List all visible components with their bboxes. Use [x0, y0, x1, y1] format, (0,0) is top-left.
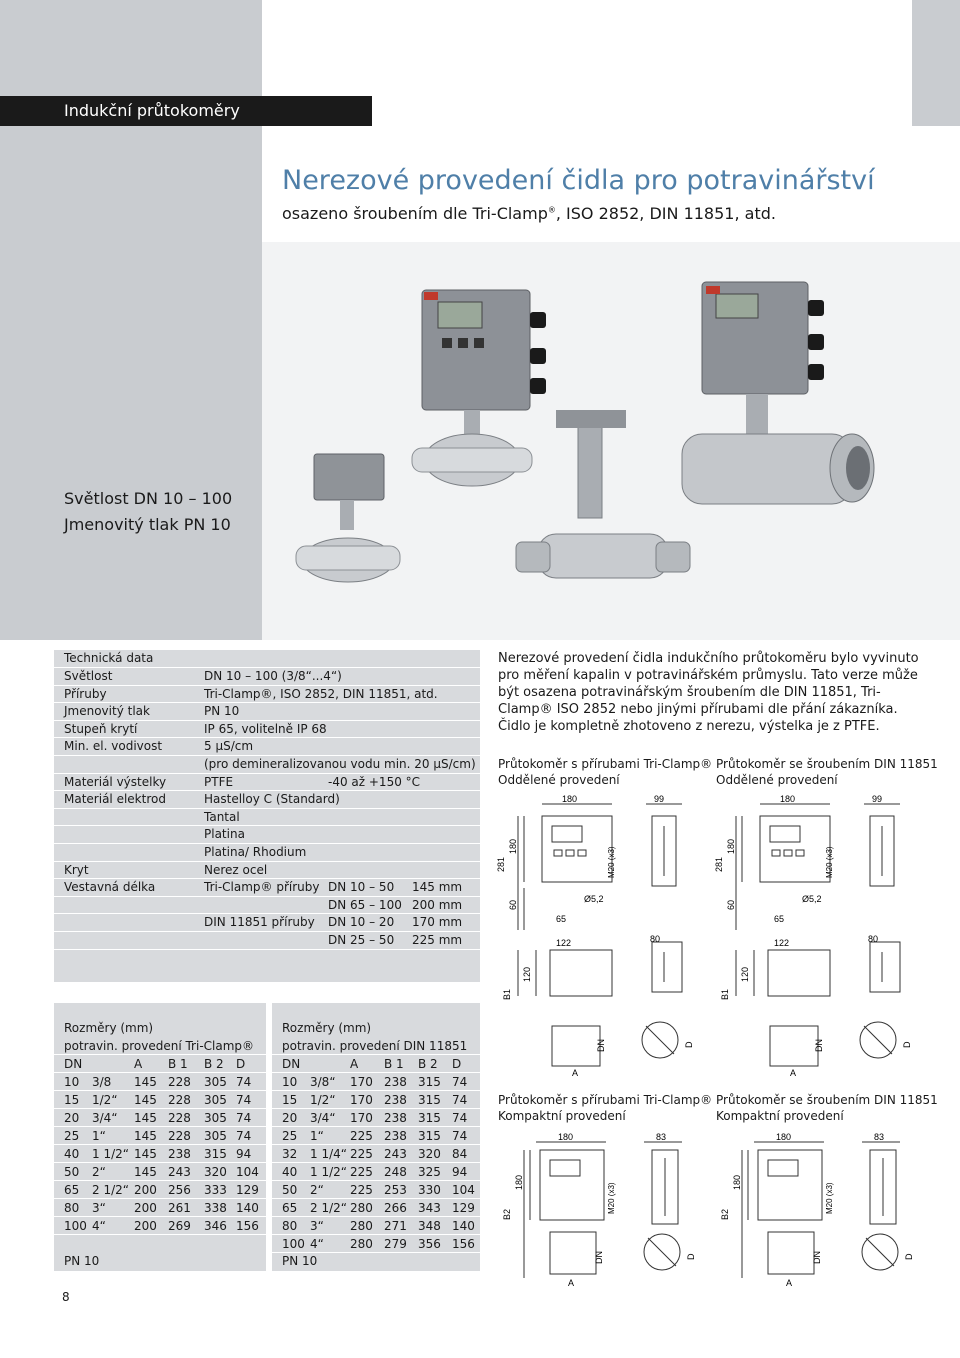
dims-cell: 305	[204, 1111, 227, 1125]
drawing-triclamp-separate	[496, 790, 708, 1086]
spec-value: PN 10	[204, 704, 240, 719]
spec-row	[54, 756, 480, 773]
dims-cell: 4“	[92, 1219, 106, 1233]
dims-cell: 145	[134, 1075, 157, 1089]
dims-title	[272, 1019, 480, 1037]
dims-cell: 65	[282, 1201, 298, 1215]
dim-d: D	[904, 1253, 914, 1260]
dims-row	[272, 1235, 480, 1253]
spec-range: DN 10 – 50	[328, 880, 395, 895]
dim-a: A	[572, 1068, 579, 1078]
dim-83: 83	[874, 1132, 885, 1142]
caption-din-separate: Průtokoměr se šroubením DIN 11851	[716, 757, 938, 771]
page-subtitle: osazeno šroubením dle Tri-Clamp®, ISO 2852, DIN 11851, atd.	[282, 204, 776, 223]
dims-row	[272, 1091, 480, 1109]
dims-cell: 170	[350, 1093, 373, 1107]
side-nominal-pressure: Jmenovitý tlak PN 10	[64, 515, 231, 534]
dims-cell: 228	[168, 1093, 191, 1107]
spec-label: Materiál výstelky	[64, 774, 167, 789]
spec-row	[54, 809, 480, 826]
dims-cell: 156	[452, 1237, 475, 1251]
dim-d: D	[902, 1041, 912, 1048]
spec-value: PTFE	[204, 774, 234, 789]
dims-header-cell: D	[236, 1057, 246, 1071]
dims-cell: 356	[418, 1237, 441, 1251]
dims-cell: 20	[282, 1111, 298, 1125]
dim-dn: DN	[596, 1039, 606, 1052]
dims-cell: 200	[134, 1201, 157, 1215]
spec-label: Stupeň krytí	[64, 721, 138, 736]
dims-cell: 1 1/2“	[310, 1165, 347, 1179]
spec-row	[54, 862, 480, 879]
dims-row	[272, 1163, 480, 1181]
dims-cell: 200	[134, 1183, 157, 1197]
dims-row	[54, 1163, 266, 1181]
dim-80: 80	[650, 934, 661, 944]
dims-row	[54, 1181, 266, 1199]
dims-cell: 74	[452, 1111, 468, 1125]
dim-b1: B1	[502, 988, 512, 1000]
dims-row	[272, 1127, 480, 1145]
dim-99: 99	[872, 794, 883, 804]
spec-row	[54, 826, 480, 843]
dims-cell: 248	[384, 1165, 407, 1179]
spec-value: Platina	[204, 827, 245, 842]
dims-header-cell: B 2	[204, 1057, 224, 1071]
dims-cell: 3“	[92, 1201, 106, 1215]
dim-d: D	[686, 1253, 696, 1260]
dim-m20: M20 (x3)	[825, 1182, 834, 1214]
dims-header-cell: A	[134, 1057, 143, 1071]
dims-cell: 94	[236, 1147, 252, 1161]
dims-cell: 228	[168, 1075, 191, 1089]
dim-180: 180	[780, 794, 796, 804]
spec-divider	[54, 949, 480, 950]
caption-triclamp-compact: Průtokoměr s přírubami Tri-Clamp®	[498, 1093, 713, 1107]
dims-cell: 80	[64, 1201, 80, 1215]
spec-value: Hastelloy C (Standard)	[204, 792, 340, 807]
spec-label: Světlost	[64, 669, 113, 683]
spec-label: Kryt	[64, 862, 89, 877]
dims-cell: 305	[204, 1075, 227, 1089]
dim-180-h: 180	[732, 1174, 742, 1190]
dims-cell: 320	[418, 1147, 441, 1161]
dims-cell: 32	[282, 1147, 298, 1161]
dims-cell: 15	[64, 1093, 80, 1107]
dims-cell: 238	[384, 1129, 407, 1143]
dims-footer	[272, 1252, 480, 1270]
caption-din-compact: Průtokoměr se šroubením DIN 11851	[716, 1093, 938, 1107]
spec-row	[54, 879, 480, 896]
dims-cell: 3/8“	[310, 1075, 336, 1089]
dims-cell: 253	[384, 1183, 407, 1197]
dim-a: A	[568, 1278, 575, 1288]
dim-281: 281	[496, 856, 506, 872]
dims-cell: 315	[418, 1111, 441, 1125]
dims-cell: 140	[452, 1219, 475, 1233]
dims-cell: 320	[204, 1165, 227, 1179]
spec-label: Materiál elektrod	[64, 792, 166, 807]
spec-label: Min. el. vodivost	[64, 739, 163, 754]
dims-cell: 225	[350, 1165, 373, 1179]
dims-footer-text: PN 10	[64, 1254, 100, 1268]
dims-cell: 243	[384, 1147, 407, 1161]
spec-value: 5 µS/cm	[204, 739, 254, 754]
dims-footer	[54, 1252, 266, 1270]
dims-cell: 145	[134, 1129, 157, 1143]
dims-cell: 225	[350, 1147, 373, 1161]
dims-cell: 2“	[310, 1183, 324, 1197]
dim-dn: DN	[812, 1251, 822, 1264]
dims-cell: 225	[350, 1183, 373, 1197]
dim-b1: B1	[720, 988, 730, 1000]
spec-extra: -40 až +150 °C	[328, 774, 421, 789]
dims-cell: 343	[418, 1201, 441, 1215]
dims-row	[272, 1217, 480, 1235]
dim-180: 180	[558, 1132, 574, 1142]
dims-title-2: potravin. provedení Tri-Clamp®	[64, 1039, 255, 1053]
dims-cell: 280	[350, 1219, 373, 1233]
spec-value: Nerez ocel	[204, 862, 268, 877]
dim-b2: B2	[720, 1208, 730, 1220]
dims-cell: 50	[64, 1165, 80, 1179]
spec-label: Vestavná délka	[64, 880, 156, 895]
dim-a: A	[790, 1068, 797, 1078]
dim-d: D	[684, 1041, 694, 1048]
side-nominal-size: Světlost DN 10 – 100	[64, 489, 233, 508]
spec-row	[54, 721, 480, 738]
dim-83: 83	[656, 1132, 667, 1142]
dim-180-h: 180	[726, 838, 736, 854]
dims-cell: 256	[168, 1183, 191, 1197]
spec-value: (pro demineralizovanou vodu min. 20 µS/cm)	[204, 757, 476, 771]
dims-cell: 1/2“	[310, 1093, 336, 1107]
dims-cell: 10	[282, 1075, 298, 1089]
dim-60: 60	[726, 899, 736, 910]
dims-cell: 280	[350, 1237, 373, 1251]
dims-cell: 315	[418, 1075, 441, 1089]
flowmeter-photo-illustration	[262, 242, 960, 640]
spec-value: Tantal	[204, 809, 240, 824]
dim-120: 120	[522, 966, 532, 982]
spec-range: DN 65 – 100	[328, 897, 402, 912]
dims-cell: 65	[64, 1183, 80, 1197]
dims-cell: 315	[418, 1093, 441, 1107]
dims-cell: 346	[204, 1219, 227, 1233]
dims-cell: 1“	[310, 1129, 324, 1143]
dims-cell: 80	[282, 1219, 298, 1233]
dim-dn: DN	[594, 1251, 604, 1264]
spec-row	[54, 897, 480, 914]
dims-cell: 1“	[92, 1129, 106, 1143]
dims-cell: 20	[64, 1111, 80, 1125]
dims-cell: 129	[452, 1201, 475, 1215]
caption-triclamp-compact-sub: Kompaktní provedení	[498, 1109, 626, 1123]
dims-cell: 74	[236, 1111, 252, 1125]
dims-cell: 238	[168, 1147, 191, 1161]
dims-cell: 2 1/2“	[92, 1183, 129, 1197]
dims-header-cell: B 1	[168, 1057, 188, 1071]
spec-label: Příruby	[64, 686, 107, 701]
dims-cell: 74	[452, 1075, 468, 1089]
spec-range: DN 25 – 50	[328, 933, 395, 947]
dim-dn: DN	[814, 1039, 824, 1052]
dims-cell: 338	[204, 1201, 227, 1215]
dims-cell: 238	[384, 1075, 407, 1089]
dims-cell: 74	[452, 1093, 468, 1107]
dims-cell: 1 1/2“	[92, 1147, 129, 1161]
dims-cell: 243	[168, 1165, 191, 1179]
dim-281: 281	[714, 856, 724, 872]
dims-header-row	[272, 1055, 480, 1073]
dims-cell: 104	[452, 1183, 475, 1197]
dims-cell: 315	[418, 1129, 441, 1143]
dims-cell: 4“	[310, 1237, 324, 1251]
caption-triclamp-separate: Průtokoměr s přírubami Tri-Clamp®	[498, 757, 713, 771]
dim-180: 180	[562, 794, 578, 804]
dims-row	[54, 1217, 266, 1235]
dims-header-cell: DN	[282, 1057, 301, 1071]
spec-label: Jmenovitý tlak	[64, 704, 150, 719]
dims-title-1: Rozměry (mm)	[282, 1021, 372, 1035]
dims-cell: 238	[384, 1111, 407, 1125]
dim-dia: Ø5,2	[802, 894, 822, 904]
dims-cell: 25	[64, 1129, 80, 1143]
spec-row	[54, 774, 480, 791]
dim-60: 60	[508, 899, 518, 910]
spec-length: 225 mm	[412, 933, 463, 947]
dims-cell: 225	[350, 1129, 373, 1143]
dim-120: 120	[740, 966, 750, 982]
product-photo	[262, 242, 960, 640]
spec-length: 170 mm	[412, 915, 463, 930]
dims-cell: 74	[236, 1075, 252, 1089]
dims-header-row	[54, 1055, 266, 1073]
dims-cell: 74	[236, 1093, 252, 1107]
drawing-din-separate	[714, 790, 926, 1086]
dims-cell: 200	[134, 1219, 157, 1233]
dims-cell: 3“	[310, 1219, 324, 1233]
dim-99: 99	[654, 794, 665, 804]
dims-row	[272, 1109, 480, 1127]
spec-value: IP 65, volitelně IP 68	[204, 721, 327, 736]
dims-cell: 170	[350, 1111, 373, 1125]
spec-length: 200 mm	[412, 897, 463, 912]
dims-cell: 94	[452, 1165, 468, 1179]
dims-cell: 145	[134, 1147, 157, 1161]
page-title: Nerezové provedení čidla pro potravinářství	[282, 165, 875, 196]
spec-value: Platina/ Rhodium	[204, 845, 307, 859]
section-header: Indukční průtokoměry	[0, 96, 372, 126]
spec-row	[54, 791, 480, 808]
dims-row	[54, 1109, 266, 1127]
caption-din-separate-sub: Oddělené provedení	[716, 773, 838, 787]
dim-65: 65	[774, 914, 785, 924]
dims-cell: 10	[64, 1075, 80, 1089]
description-text: Nerezové provedení čidla indukčního průtokoměru bylo vyvinuto pro měření kapalin v potravinářském průmyslu. Tato verze může být osazena potravinářským šroubením dle DIN 11851, Tri-Clamp® ISO 2852 nebo jinými přírubami dle přání zákazníka. Čidlo je kompletně zhotoveno z nerezu, výstelka je z PTFE.	[498, 651, 919, 734]
dims-cell: 261	[168, 1201, 191, 1215]
dims-cell: 50	[282, 1183, 298, 1197]
spec-length: 145 mm	[412, 880, 463, 895]
dims-cell: 333	[204, 1183, 227, 1197]
dims-cell: 104	[236, 1165, 259, 1179]
dim-m20: M20 (x3)	[607, 846, 616, 878]
dims-header-cell: D	[452, 1057, 462, 1071]
dims-title	[54, 1019, 266, 1037]
dims-cell: 3/4“	[310, 1111, 336, 1125]
dims-cell: 156	[236, 1219, 259, 1233]
spec-row	[54, 738, 480, 755]
drawing-din-compact	[714, 1128, 926, 1288]
spec-row	[54, 914, 480, 931]
drawing-triclamp-compact	[496, 1128, 708, 1288]
dims-cell: 100	[64, 1219, 87, 1233]
dims-cell: 140	[236, 1201, 259, 1215]
dim-m20: M20 (x3)	[825, 846, 834, 878]
dims-cell: 228	[168, 1129, 191, 1143]
dims-footer-text: PN 10	[282, 1254, 318, 1268]
spec-value: DN 10 – 100 (3/8“...4“)	[204, 669, 342, 683]
dims-cell: 129	[236, 1183, 259, 1197]
spec-range: DN 10 – 20	[328, 915, 395, 930]
dims-cell: 145	[134, 1111, 157, 1125]
caption-din-compact-sub: Kompaktní provedení	[716, 1109, 844, 1123]
dims-cell: 228	[168, 1111, 191, 1125]
dims-cell: 2 1/2“	[310, 1201, 347, 1215]
dim-divider	[54, 1234, 266, 1235]
dims-cell: 1/2“	[92, 1093, 118, 1107]
dims-cell: 40	[282, 1165, 298, 1179]
dims-row	[54, 1091, 266, 1109]
dims-cell: 325	[418, 1165, 441, 1179]
dims-cell: 3/8	[92, 1075, 112, 1089]
dims-row	[54, 1145, 266, 1163]
dim-80: 80	[868, 934, 879, 944]
dims-cell: 348	[418, 1219, 441, 1233]
dims-cell: 305	[204, 1129, 227, 1143]
dims-cell: 40	[64, 1147, 80, 1161]
dims-row	[54, 1199, 266, 1217]
dims-cell: 305	[204, 1093, 227, 1107]
dims-cell: 1 1/4“	[310, 1147, 347, 1161]
dims-cell: 238	[384, 1093, 407, 1107]
dims-header-cell: DN	[64, 1057, 83, 1071]
spec-row	[54, 686, 480, 703]
dim-180: 180	[776, 1132, 792, 1142]
dims-title-1: Rozměry (mm)	[64, 1021, 154, 1035]
spec-row	[54, 844, 480, 861]
spec-value: Tri-Clamp®, ISO 2852, DIN 11851, atd.	[204, 686, 438, 701]
caption-triclamp-separate-sub: Oddělené provedení	[498, 773, 620, 787]
spec-value: DIN 11851 příruby	[204, 915, 315, 930]
page-number: 8	[62, 1290, 70, 1304]
dims-row	[272, 1145, 480, 1163]
dim-b2: B2	[502, 1208, 512, 1220]
dims-cell: 74	[236, 1129, 252, 1143]
dims-subtitle	[272, 1037, 480, 1055]
dims-subtitle	[54, 1037, 266, 1055]
dims-header-cell: A	[350, 1057, 359, 1071]
dim-180-h: 180	[508, 838, 518, 854]
dims-cell: 145	[134, 1165, 157, 1179]
dims-cell: 25	[282, 1129, 298, 1143]
dim-dia: Ø5,2	[584, 894, 604, 904]
spec-row	[54, 703, 480, 720]
dim-122: 122	[774, 938, 790, 948]
dims-title-2: potravin. provedení DIN 11851	[282, 1039, 468, 1053]
technical-data-heading: Technická data	[64, 651, 154, 665]
dims-cell: 15	[282, 1093, 298, 1107]
dims-row	[54, 1127, 266, 1145]
dims-header-cell: B 1	[384, 1057, 404, 1071]
right-gray-tab	[912, 0, 960, 126]
dims-header-cell: B 2	[418, 1057, 438, 1071]
dims-cell: 3/4“	[92, 1111, 118, 1125]
dim-180-h: 180	[514, 1174, 524, 1190]
dims-row	[272, 1073, 480, 1091]
dims-row	[272, 1181, 480, 1199]
dims-cell: 145	[134, 1093, 157, 1107]
spec-row	[54, 932, 480, 949]
dim-a: A	[786, 1278, 793, 1288]
spec-row	[54, 668, 480, 685]
dim-65: 65	[556, 914, 567, 924]
dims-cell: 280	[350, 1201, 373, 1215]
dims-cell: 84	[452, 1147, 468, 1161]
dims-cell: 100	[282, 1237, 305, 1251]
dims-cell: 269	[168, 1219, 191, 1233]
dims-cell: 315	[204, 1147, 227, 1161]
dims-cell: 271	[384, 1219, 407, 1233]
dims-row	[272, 1199, 480, 1217]
dims-cell: 279	[384, 1237, 407, 1251]
spec-value: Tri-Clamp® příruby	[204, 880, 320, 895]
dims-cell: 2“	[92, 1165, 106, 1179]
dim-m20: M20 (x3)	[607, 1182, 616, 1214]
dims-cell: 170	[350, 1075, 373, 1089]
dims-cell: 266	[384, 1201, 407, 1215]
dim-122: 122	[556, 938, 572, 948]
dims-row	[54, 1073, 266, 1091]
dims-cell: 74	[452, 1129, 468, 1143]
dims-cell: 330	[418, 1183, 441, 1197]
